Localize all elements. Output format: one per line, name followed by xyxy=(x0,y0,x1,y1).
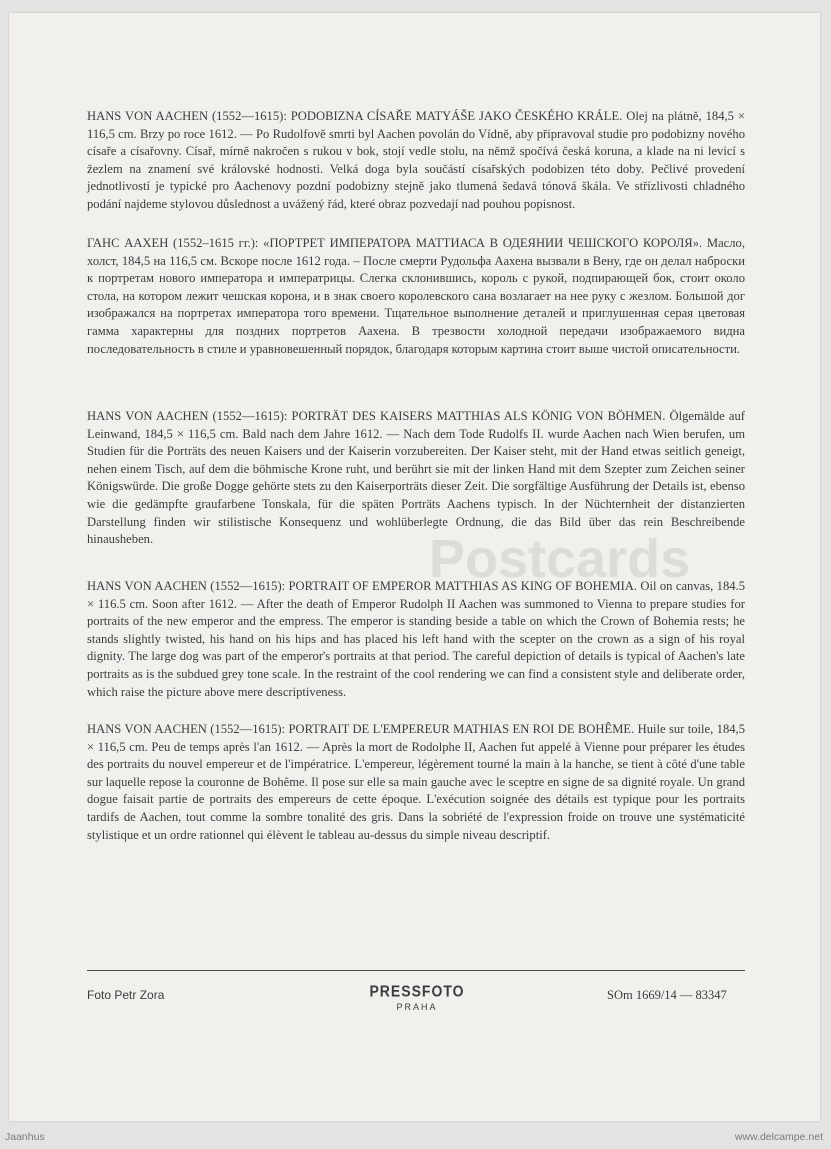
publisher-logo xyxy=(342,983,492,1012)
postcard-back xyxy=(9,13,820,1121)
text-french: HANS VON AACHEN (1552—1615): PORTRAIT DE L'EMPEREUR MATHIAS EN ROI DE BOHÊME. Huile sur toile, 184,5 × 116,5 cm. Peu de temps après l'an 1612. — Après la mort de Rodolphe II, Aachen fut appelé à Vienne pour préparer les études des portraits du nouvel empereur et de l'impératrice. L'empereur, légèrement tourné la main à la hanche, se tient à côté d'une table sur laquelle repose la couronne de Bohême. Il pose sur elle sa main gauche avec le sceptre en signe de sa dignité royale. Un grand dogue faisait partie de portraits des empereurs de cette époque. L'exécution soignée des détails est typique pour les portraits tardifs de Aachen, tout comme la sombre tonalité des gris. Dans la sobriété de l'expression froide on trouve une systématicité stylistique et un ordre rationnel qui élèvent le tableau au-dessus du simple niveau descriptif. xyxy=(87,722,745,842)
text-english: HANS VON AACHEN (1552—1615): PORTRAIT OF EMPEROR MATTHIAS AS KING OF BOHEMIA. Oil on canvas, 184.5 × 116.5 cm. Soon after 1612. — After the death of Emperor Rudolph II Aachen was summoned to Vienna to prepare studies for portraits of the new emperor and the empress. The emperor is standing beside a table on which the Crown of Bohemia rests; he stands slightly twisted, his hand on his hips and has placed his left hand with the scepter on the crown as a sign of his royal dignity. The large dog was part of the emperor's portraits at that period. The careful depiction of details is typical of Aachen's late portraits as is the subdued grey tone scale. In the restraint of the cool rendering we can find a consistent style and deliberate order, which raise the picture above mere descriptiveness. xyxy=(87,579,745,699)
site-credit-left: Jaanhus xyxy=(5,1131,45,1143)
photo-credit: Foto Petr Zora xyxy=(87,988,165,1002)
text-czech: HANS VON AACHEN (1552—1615): PODOBIZNA CÍSAŘE MATYÁŠE JAKO ČESKÉHO KRÁLE. Olej na plátně, 184,5 × 116,5 cm. Brzy po roce 1612. — Po Rudolfově smrti byl Aachen povolán do Vídně, aby připravoval studie pro podobizny nového císaře a císařovny. Císař, mírně nakročen s rukou v bok, stojí vedle stolu, na němž spočívá česká koruna, a klade na ni levicí s žezlem na znamení své královské hodnosti. Velká doga byla součástí císařských podobizen této doby. Pečlivé provedení jednotlivostí je typické pro Aachenovy pozdní podobizny stejně jako tlumená šedavá tónová škála. Ve střízlivosti chladného podání najdeme stylovou důslednost a uvážený řád, které obraz pozvedají nad pouhou popisnost. xyxy=(87,109,745,211)
catalog-number: SOm 1669/14 — 83347 xyxy=(607,988,727,1002)
text-russian: ГАНС ААХЕН (1552–1615 гг.): «ПОРТРЕТ ИМПЕРАТОРА МАТТИАСА В ОДЕЯНИИ ЧЕШСКОГО КОРОЛЯ». Масло, холст, 184,5 на 116,5 см. Вскоре после 1612 года. – После смерти Рудольфа Аахена вызвали в Вену, где он делал наброски к портретам нового императора и императрицы. Слегка склонившись, король с рукой, подпирающей бок, стоит около стола, на котором лежит чешская корона, и в знак своего королевского сана возлагает на нее руку с жезлом. Большой дог изображался на портретах императора того времени. Тщательное выполнение деталей и приглушенная серая цветовая гамма характерны для поздних портретов Аахена. В трезвости холодной передачи изображаемого видна последовательность в стиле и уравновешенный порядок, благодаря которым картина стоит выше чистой описательности. xyxy=(87,236,745,356)
watermark: Postcards xyxy=(429,529,691,589)
text-german: HANS VON AACHEN (1552—1615): PORTRÄT DES KAISERS MATTHIAS ALS KÖNIG VON BÖHMEN. Ölgemälde auf Leinwand, 184,5 × 116,5 cm. Bald nach dem Jahre 1612. — Nach dem Tode Rudolfs II. wurde Aachen nach Wien berufen, um Studien für die Porträts des neuen Kaisers und der Kaiserin vorzubereiten. Der Kaiser steht, mit der Hand etwas seitlich geneigt, nehen einem Tisch, auf dem die böhmische Krone ruht, und berührt sie mit der linken Hand mit dem Szepter zum Zeichen seiner Königswürde. Die große Dogge gehörte stets zu den Kaiserporträts dieser Zeit. Die sorgfältige Ausführung der Details ist, ebenso wie die gedämpfte graufarbene Tonskala, für die späten Porträts Aachens typisch. In der Nüchternheit der distanzierten Darstellung finden wir stilistische Konsequenz und wohlüberlegte Ordnung, die das Bild über das rein Beschreibende hinausheben. xyxy=(87,409,745,547)
logo-city: PRAHA xyxy=(396,1002,438,1012)
logo-brand: PRESSFOTO xyxy=(369,981,465,1001)
divider xyxy=(87,970,745,971)
site-credit-right[interactable]: www.delcampe.net xyxy=(734,1131,823,1143)
